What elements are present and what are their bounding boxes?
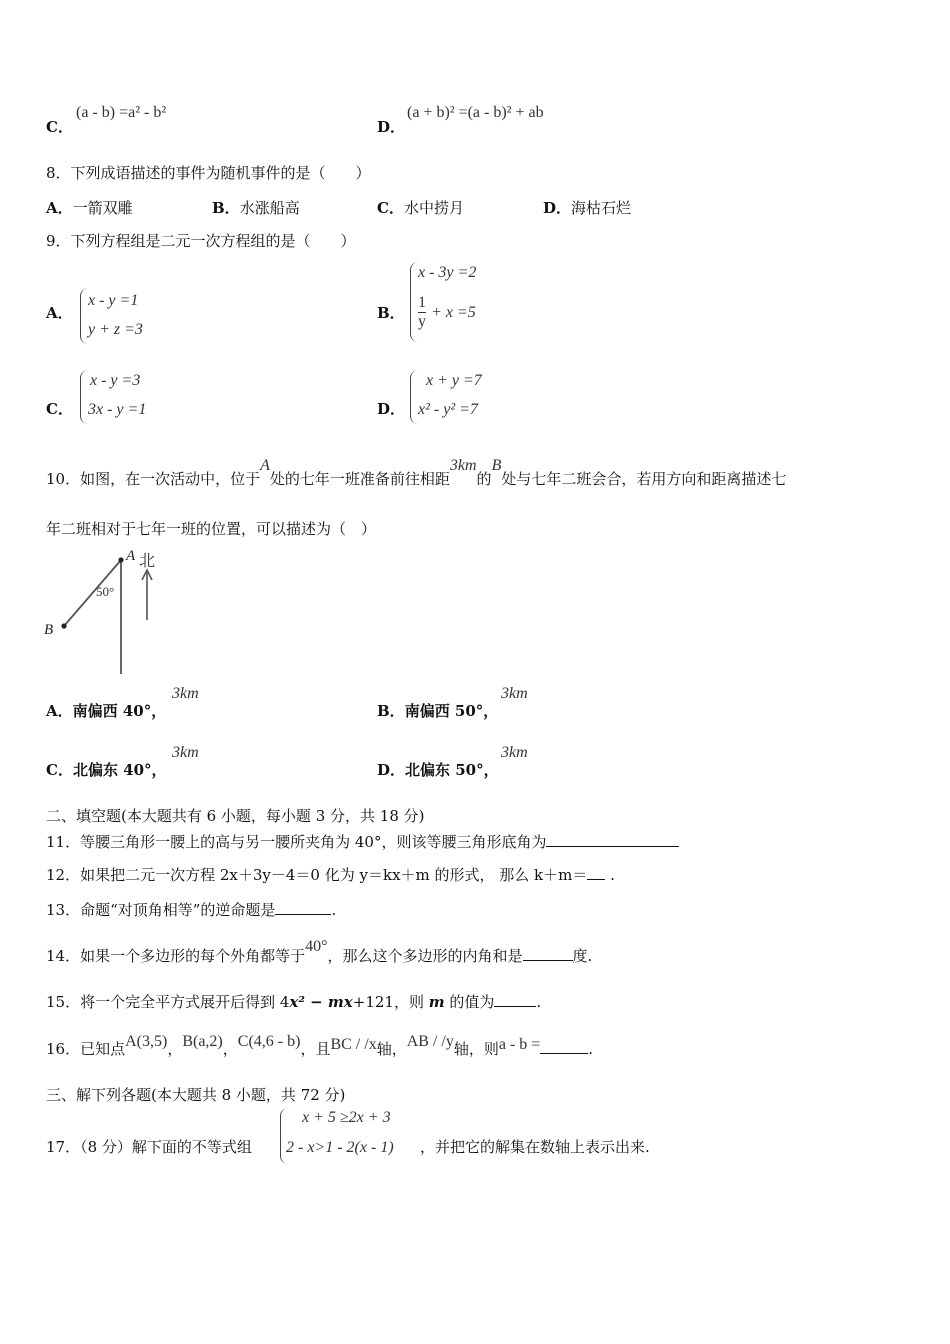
- q16-part1: 16．已知点: [46, 1040, 126, 1058]
- q16-point-a: A(3,5): [125, 1033, 168, 1050]
- q15-part3: 的值为: [444, 993, 495, 1011]
- q9-option-b-label: B．: [377, 304, 405, 322]
- q10-distance: 3km: [449, 457, 477, 474]
- q17-part1: 17．（8 分）解下面的不等式组: [46, 1138, 252, 1156]
- q15-answer-blank[interactable]: [494, 1006, 536, 1007]
- q15-part2: +121，则: [352, 993, 429, 1011]
- q15: [46, 991, 541, 1012]
- q9-option-a-label: A．: [46, 304, 73, 322]
- q9-option-c-label: C．: [46, 400, 73, 418]
- q9-option-c-eq2: 3x - y =1: [88, 401, 147, 418]
- q15-expression: x² − mx: [289, 993, 353, 1011]
- q15-variable-m: m: [428, 993, 445, 1011]
- q10-stem-part2: 处的七年一班准备前往相距: [269, 470, 450, 488]
- q17-part2: ，并把它的解集在数轴上表示出来.: [420, 1138, 650, 1156]
- q7-option-d-label: D．: [377, 118, 406, 136]
- q8-option-a-text: 一箭双雕: [72, 199, 133, 217]
- q10-point-a: A: [260, 457, 270, 474]
- q12-answer-blank[interactable]: [587, 879, 605, 880]
- q16-sep1: ，: [167, 1040, 183, 1058]
- q16-part3: 轴，: [376, 1040, 407, 1058]
- q10-figure-label-a: A: [126, 548, 136, 564]
- q8-option-b-text: 水涨船高: [239, 199, 300, 217]
- q16-answer-blank[interactable]: [540, 1053, 588, 1054]
- q8-option-a-label: A．: [46, 199, 73, 217]
- q12: [46, 864, 615, 885]
- q8-option-b-label: B．: [212, 199, 240, 217]
- q10-figure: [40, 544, 170, 676]
- q16-ab-parallel: AB / /y: [406, 1033, 454, 1050]
- q16-end: .: [588, 1040, 594, 1058]
- q10-figure-point-a: [118, 557, 123, 562]
- q9-option-b-fraction: [418, 294, 426, 331]
- q14: [46, 938, 593, 966]
- q9-option-b-fraction-denominator: y: [418, 313, 426, 330]
- q8-option-c: [377, 197, 464, 218]
- q8-option-d-text: 海枯石烂: [571, 199, 632, 217]
- q11: [46, 831, 679, 852]
- q8-option-a: [46, 197, 133, 218]
- q16-point-b: B(a,2): [182, 1033, 223, 1050]
- q10-stem-line1: [46, 457, 787, 489]
- q16-part4: 轴，则: [453, 1040, 499, 1058]
- q9-option-d-eq2: x² - y² =7: [418, 401, 478, 418]
- q10-option-c-text: 北偏东 40°，: [72, 761, 167, 779]
- q11-text: 11．等腰三角形一腰上的高与另一腰所夹角为 40°，则该等腰三角形底角为: [46, 833, 547, 851]
- q9-option-b-eq1: x - 3y =2: [418, 264, 477, 281]
- q9-option-c-eq1: x - y =3: [90, 372, 141, 389]
- q10-option-a-label: A．: [46, 702, 73, 720]
- q8-option-b: [212, 197, 300, 218]
- q13-answer-blank[interactable]: [275, 914, 331, 915]
- q9-option-b-eq2-rest: + x =5: [431, 304, 476, 321]
- q10-option-d-distance: 3km: [501, 744, 528, 761]
- q10-option-b-label: B．: [377, 702, 405, 720]
- q14-end: 度.: [572, 947, 593, 965]
- q10-option-d-text: 北偏东 50°，: [405, 761, 499, 779]
- q11-answer-blank[interactable]: [546, 846, 679, 847]
- q8-option-c-text: 水中捞月: [403, 199, 464, 217]
- q16-part2: ，且: [300, 1040, 331, 1058]
- q10-option-c: [46, 759, 167, 780]
- q13-text: 13．命题“对顶角相等”的逆命题是: [46, 901, 276, 919]
- q14-part1: 14．如果一个多边形的每个外角都等于: [46, 947, 306, 965]
- q10-option-a-distance: 3km: [172, 685, 199, 702]
- q12-end: .: [610, 866, 615, 884]
- q9-option-d-eq1: x + y =7: [426, 372, 482, 389]
- q7-option-c-label: C．: [46, 118, 73, 136]
- q14-angle: 40°: [305, 938, 328, 955]
- q16-bc-parallel: BC / /x: [330, 1036, 377, 1053]
- q14-part2: ，那么这个多边形的内角和是: [327, 947, 523, 965]
- q7-option-c-expression: (a - b) =a² - b²: [76, 104, 167, 121]
- q10-option-c-label: C．: [46, 761, 73, 779]
- q17-eq2: 2 - x>1 - 2(x - 1): [286, 1139, 394, 1156]
- q15-end: .: [536, 993, 542, 1011]
- q8-option-c-label: C．: [377, 199, 404, 217]
- q10-option-c-distance: 3km: [172, 744, 199, 761]
- q10-stem-part1: 10．如图，在一次活动中，位于: [46, 470, 261, 488]
- q10-option-b: [377, 700, 498, 721]
- q16-point-c: C(4,6 - b): [237, 1033, 301, 1050]
- q8-option-d: [543, 197, 631, 218]
- q13-end: .: [331, 901, 337, 919]
- q10-option-a: [46, 700, 166, 721]
- q10-option-b-text: 南偏西 50°，: [404, 702, 499, 720]
- q8-option-d-label: D．: [543, 199, 572, 217]
- q10-stem-line2: 年二班相对于七年一班的位置，可以描述为（ ）: [46, 520, 377, 538]
- q17-eq1: x + 5 ≥2x + 3: [302, 1109, 391, 1126]
- q10-figure-point-b: [61, 623, 66, 628]
- q12-text: 12．如果把二元一次方程 2x＋3y－4＝0 化为 y＝kx＋m 的形式， 那么 k＋m＝: [46, 866, 588, 884]
- q9-stem: 9．下列方程组是二元一次方程组的是（ ）: [46, 232, 356, 250]
- q10-figure-label-b: B: [44, 622, 54, 638]
- q8-stem: 8．下列成语描述的事件为随机事件的是（ ）: [46, 164, 371, 182]
- q10-option-d: [377, 759, 499, 780]
- q10-stem-part4: 处与七年二班会合，若用方向和距离描述七: [501, 470, 787, 488]
- q9-option-b-fraction-numerator: 1: [418, 294, 426, 311]
- q9-option-a-eq2: y + z =3: [88, 321, 143, 338]
- q16-sep2: ，: [222, 1040, 238, 1058]
- q7-option-d-expression: (a + b)² =(a - b)² + ab: [407, 104, 544, 121]
- q10-option-d-label: D．: [377, 761, 406, 779]
- q16-expression: a - b =: [498, 1036, 541, 1053]
- q10-figure-label-north: 北: [139, 553, 156, 570]
- section2-title: 二、填空题(本大题共有 6 小题，每小题 3 分，共 18 分): [46, 807, 425, 825]
- q9-option-b-eq2: [418, 294, 476, 331]
- q15-part1: 15．将一个完全平方式展开后得到 4: [46, 993, 290, 1011]
- q16: [46, 1033, 594, 1059]
- q10-stem-part3: 的: [476, 470, 492, 488]
- q9-option-d-label: D．: [377, 400, 406, 418]
- q13: [46, 899, 336, 920]
- q9-option-a-eq1: x - y =1: [88, 292, 139, 309]
- q10-option-a-text: 南偏西 40°，: [72, 702, 167, 720]
- q10-point-b: B: [491, 457, 502, 474]
- section3-title: 三、解下列各题(本大题共 8 小题，共 72 分): [46, 1086, 346, 1104]
- q10-option-b-distance: 3km: [501, 685, 528, 702]
- q14-answer-blank[interactable]: [523, 960, 573, 961]
- q10-figure-angle: 50°: [96, 584, 115, 599]
